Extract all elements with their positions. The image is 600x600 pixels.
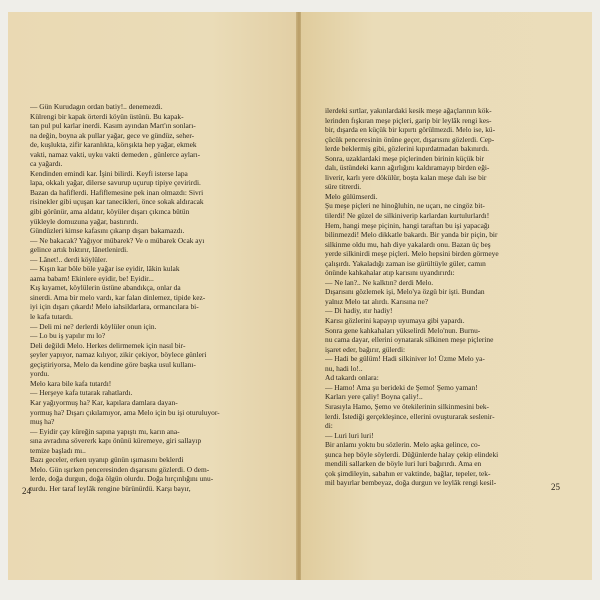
text-line: bilinmezdi! Melo dikkatle bakardı. Bir yanda bir piçin, bir — [325, 230, 498, 240]
text-line: Kar yağıyormuş ha? Kar, kapılara damlara dayan- — [30, 397, 178, 407]
text-line: Karısı gözlerini kapayıp uyumaya gibi yapardı. — [325, 316, 465, 326]
text-line: — Ne lan?.. Ne kalktın? derdi Melo. — [325, 277, 434, 287]
text-line: sına avradına sövererk kapı önünü küremeye, giri sallayıp — [30, 436, 202, 446]
text-line: nu, hadi lo!.. — [325, 363, 363, 373]
text-line: Hem, hangi meşe piçinin, hangi taraftan bu işi yapacağı — [325, 220, 490, 230]
text-line: iyi için dışarı çıkardı! Melo iahsildarlara, ormancılara bi- — [30, 302, 199, 312]
text-line: — Luri luri luri! — [325, 430, 374, 440]
text-line: lerde beklermiş gibi, gözlerini kıpırdatmadan bakınırdı. — [325, 144, 489, 154]
text-line: Karları yere çaliy! Boyna çaliy!.. — [325, 392, 423, 402]
text-line: Bazı geceler, erken uyanıp günün ışımasını beklerdi — [30, 455, 184, 465]
text-line: Sonra, uzaklardaki meşe piçlerinden birinin küçük bir — [325, 153, 485, 163]
text-line: yükleyle domuzuna yağar, bastırırdı. — [30, 216, 139, 226]
text-line: yalnız Melo tat alırdı. Karısına ne? — [325, 296, 429, 306]
text-line: Ad takardı onlara: — [325, 373, 379, 383]
text-line: gibi görünür, ama aldatır, köyüler dışarı çıkınca bütün — [30, 207, 190, 217]
text-line: — Herşeye kafa tutarak rahatlardı. — [30, 388, 133, 398]
text-line: sinerdi. Ama bir melo vardı, kar falan dinlemez, tipide kez- — [30, 292, 206, 302]
text-line: — Lânet!.. derdi köylüler. — [30, 254, 108, 264]
text-line: Dışarısını gözlemek işi, Melo'ya özgü bir işti. Bundan — [325, 287, 485, 297]
text-line: dalı, üstündeki karın ağırlığını kaldıramayıp birden eği- — [325, 163, 490, 173]
text-line: bir, dışarda en küçük bir kıpırtı görülmezdi. Melo ise, kü- — [325, 125, 496, 135]
text-line: — Ne bakacak? Yağıyor mübarek? Ve o mübarek Ocak ayı — [30, 235, 205, 245]
text-line: Külrengi bir kapak örterdi köyün üstünü. Bu kapak- — [30, 111, 184, 121]
text-line: gelince artık bıktırır, lânetlenirdi. — [30, 245, 129, 255]
left-page-number: 24 — [22, 486, 31, 496]
text-line: Bazan da hafiflerdi. Hafiflemesine pek inan olmazdı: Sivri — [30, 187, 204, 197]
text-line: temize başladı mı.. — [30, 445, 86, 455]
text-line: — Hamo! Ama şu berideki de Şemo! Şemo yaman! — [325, 382, 478, 392]
text-line: aama babam! Ekinlere eyidir, be! Eyidir... — [30, 273, 154, 283]
text-line: lerdi. İstediği gerçekleşince, ellerini ovuşturarak seslenir- — [325, 411, 495, 421]
text-line: yormuş ha? Dışarı çıkılamıyor, ama Melo için bu işi oturuluyor- — [30, 407, 220, 417]
text-line: Sırasıyla Hamo, Şemo ve ötekilerinin silkinmesini bek- — [325, 401, 490, 411]
text-line: tan pul pul karlar inerdi. Kasım ayından Mart'ın sonları- — [30, 121, 196, 131]
text-line: Melo kara bile kafa tutardı! — [30, 378, 112, 388]
text-line: Şu meşe piçleri ne hinoğluhin, ne uçarı, ne cingöz bit- — [325, 201, 485, 211]
text-line: de, kuşlukta, zifir karanlıkta, körışıkta hep yağar, ekmek — [30, 140, 197, 150]
text-line: şunca hep böyle söylerdi. Düğünlerde halay çekip elindeki — [325, 449, 499, 459]
text-line: Gündüzleri kimse kafasını çıkarıp dışarı bakamazdı. — [30, 226, 185, 236]
text-line: geçiştiriyorsa, Melo da kendine göre başka usul kullanı- — [30, 359, 196, 369]
text-line: silkinme oldu mu, hah diye yakalardı onu. Bazan üç beş — [325, 239, 491, 249]
text-line: muş ha? — [30, 417, 55, 427]
left-page — [8, 12, 297, 580]
text-line: na değin, boyna ak pullar yağar, gece ve gündüz, seher- — [30, 130, 195, 140]
text-line: — Eyidir çay küreğin sapına yapıştı mı, karın ana- — [30, 426, 180, 436]
text-line: mil bayırlar bembeyaz, doğa durgun ve leylâk rengi kesil- — [325, 478, 497, 488]
text-line: liverir, karlı yere dökülür, boşta kalan meşe dalı ise bir — [325, 172, 487, 182]
text-line: yordu. — [30, 369, 50, 379]
text-line: mendili sallarken de böyle luri luri bağırırdı. Ama en — [325, 459, 482, 469]
text-line: ilerdeki sırtlar, yakınlardaki kesik meşe ağaçlarının kök- — [325, 106, 492, 115]
text-line: — Gün Kurudagın ordan batiy!.. denemezdi. — [30, 102, 163, 111]
text-line: Kış kıyamet, köylülerin üstüne abandıkça, onlar da — [30, 283, 181, 293]
text-line: — Di hadiy, ıtır hadiy! — [325, 306, 393, 316]
text-line: Sonra gene kahkahaları yükselirdi Melo'nun. Burnu- — [325, 325, 481, 335]
text-line: — Lo bu iş yapılır mı lo? — [30, 331, 106, 341]
text-line: yerde silkinirdi meşe piçleri. Melo hepsini birden görmeye — [325, 249, 499, 259]
text-line: ca yağardı. — [30, 159, 63, 169]
text-line: tilerdi! Ne güzel de silkiniverip karlardan kurtulurlardı! — [325, 211, 490, 221]
text-line: işaret eder, bağırır, gülerdi: — [325, 344, 406, 354]
left-page-text — [30, 102, 280, 493]
text-line: — Kışın kar böle böle yağar ise eyidir, lâkin kulak — [30, 264, 180, 274]
text-line: çalışırdı. Yakaladığı zaman ise gürültüyle güler, camın — [325, 258, 486, 268]
text-line: turdu. Her taraf leylâk rengine bürünürdü. Karşı bayır, — [30, 483, 191, 493]
text-line: çücük penceresinin önüne geçer, dışarısını gözlerdi. Cep- — [325, 134, 495, 144]
text-line: di: — [325, 421, 333, 431]
text-line: risinekler gibi uçuşan kar tanecikleri, önce sokak aldıracak — [30, 197, 204, 207]
right-page-text — [325, 106, 577, 488]
text-line: Melo gülümserdi. — [325, 191, 378, 201]
text-line: süre titrerdi. — [325, 182, 362, 192]
text-line: le kafa tutardı. — [30, 312, 73, 322]
text-line: Melo. Gün ışırken penceresinden dışarısını gözlerdi. O dem- — [30, 464, 210, 474]
text-line: Kendinden emindi kar. İşini bilirdi. Keyfi isterse lapa — [30, 168, 188, 178]
text-line: — Deli mi ne? derlerdi köylüler onun için. — [30, 321, 157, 331]
text-line: lapa, okkalı yağar, dilerse savurup uçurup tipiye çevirirdi. — [30, 178, 201, 188]
right-page-number: 25 — [551, 482, 560, 492]
text-line: lerinden fışkıran meşe piçleri, garip bir leylâk rengi kes- — [325, 115, 492, 125]
text-line: vakti, namaz vakti, uyku vakti demeden , günlerce ayları- — [30, 149, 201, 159]
text-line: şeyler yapıyor, namaz kılıyor, zikir çekiyor, böylece günleri — [30, 350, 207, 360]
text-line: Deli değildi Melo. Herkes delirmemek için nasıl bir- — [30, 340, 186, 350]
text-line: — Hadi be gülüm! Hadi silkiniver lo! Üzme Melo ya- — [325, 354, 485, 364]
text-line: Bir anlamı yoktu bu sözlerin. Melo aşka gelince, co- — [325, 440, 481, 450]
text-line: lerde, doğa durgun, doğa ölgün olurdu. Doğa hırçınlığını unu- — [30, 474, 214, 484]
text-line: önünde kahkahalar atıp karısını uyandırırdı: — [325, 268, 455, 278]
text-line: çok şimdileyin, sabahın er vaktinde, bağlar, tepeler, tek- — [325, 468, 491, 478]
right-page — [301, 12, 592, 580]
text-line: nu cama dayar, ellerini oynatarak silkinen meşe piçlerine — [325, 335, 494, 345]
